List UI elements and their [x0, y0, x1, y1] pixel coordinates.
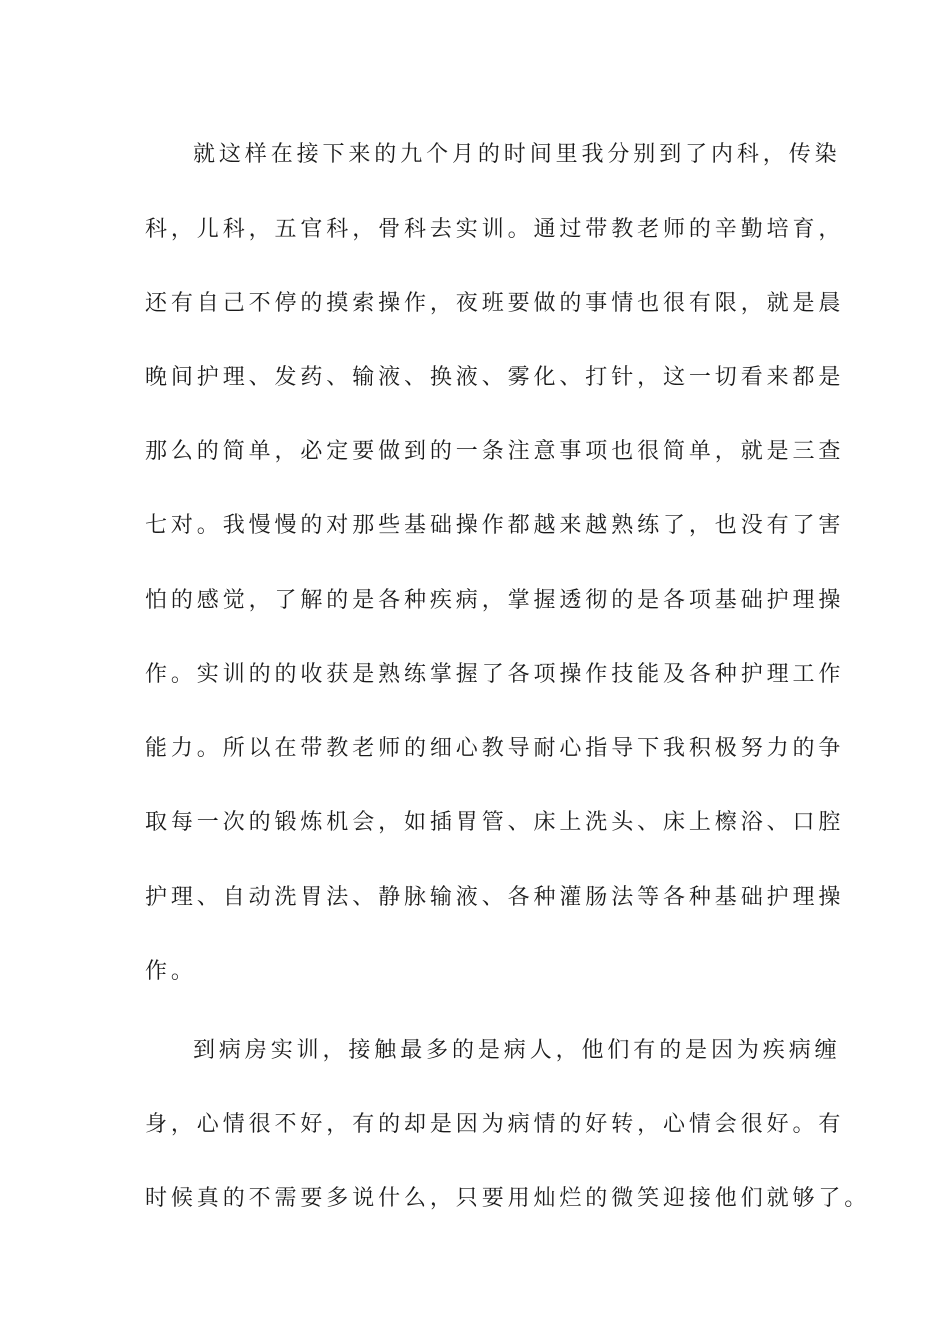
text-line: 护理、自动洗胃法、静脉输液、各种灌肠法等各种基础护理操 — [145, 885, 845, 910]
text-line: 到病房实训，接触最多的是病人，他们有的是因为疾病缠 — [193, 1038, 841, 1063]
text-line: 还有自己不停的摸索操作，夜班要做的事情也很有限，就是晨 — [145, 291, 845, 316]
text-line: 作。实训的的收获是熟练掌握了各项操作技能及各种护理工作 — [145, 662, 845, 687]
text-line: 时候真的不需要多说什么，只要用灿烂的微笑迎接他们就够了。 — [145, 1186, 871, 1211]
text-line: 就这样在接下来的九个月的时间里我分别到了内科，传染 — [193, 142, 841, 167]
text-line: 取每一次的锻炼机会，如插胃管、床上洗头、床上檫浴、口腔 — [145, 810, 845, 835]
text-line: 七对。我慢慢的对那些基础操作都越来越熟练了，也没有了害 — [145, 513, 845, 538]
text-line: 晚间护理、发药、输液、换液、雾化、打针，这一切看来都是 — [145, 365, 845, 390]
text-line: 怕的感觉，了解的是各种疾病，掌握透彻的是各项基础护理操 — [145, 588, 845, 613]
text-line: 作。 — [145, 959, 197, 984]
text-line: 能力。所以在带教老师的细心教导耐心指导下我积极努力的争 — [145, 736, 845, 761]
text-line: 科，儿科，五官科，骨科去实训。通过带教老师的辛勤培育， — [145, 217, 845, 242]
text-line: 身，心情很不好，有的却是因为病情的好转，心情会很好。有 — [145, 1112, 845, 1137]
text-line: 那么的简单，必定要做到的一条注意事项也很简单，就是三查 — [145, 439, 845, 464]
